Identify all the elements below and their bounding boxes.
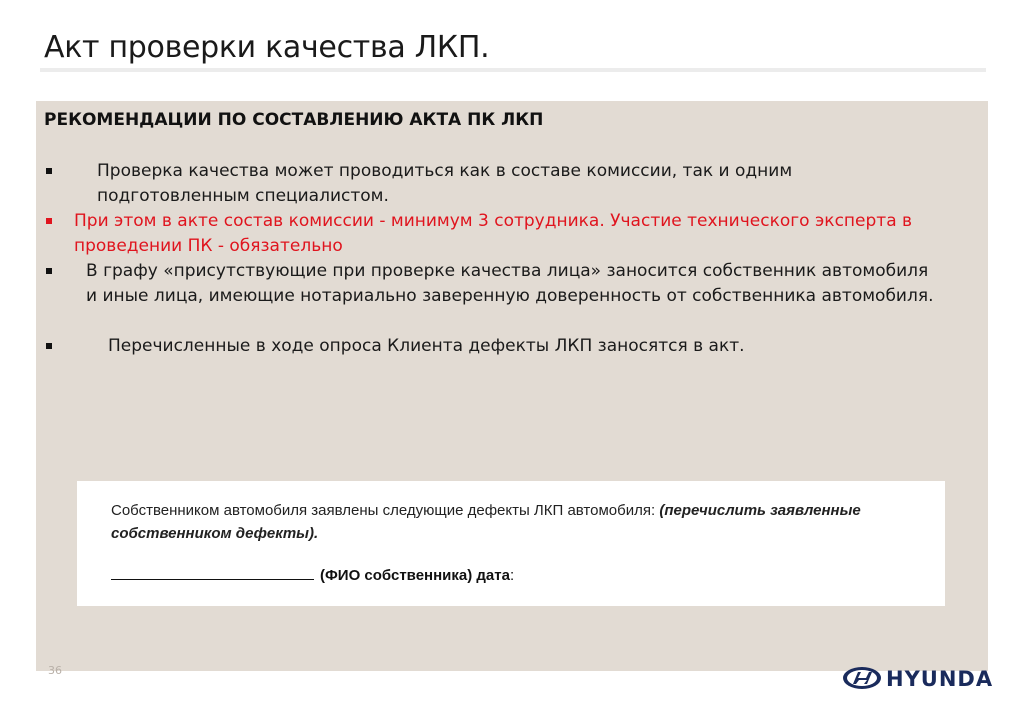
logo-wordmark: HYUNDAI (886, 667, 992, 691)
list-item (44, 209, 944, 259)
defects-statement-text: Собственником автомобиля заявлены следующие дефекты ЛКП автомобиля: (111, 502, 660, 519)
page-number: 36 (48, 664, 62, 677)
defects-statement (111, 499, 931, 545)
signature-blank-line (111, 567, 314, 580)
list-item-text: В графу «присутствующие при проверке качества лица» заносится собственник автомобиля и иные лица, имеющие нотариально заверенную доверенность от собственника автомобиля. (86, 261, 934, 306)
defects-instruction: (перечислить заявленные собственником дефекты). (111, 502, 861, 542)
list-item-text: Проверка качества может проводиться как в составе комиссии, так и одним подготовленным специалистом. (97, 161, 793, 206)
list-item (44, 334, 944, 359)
list-item-text: Перечисленные в ходе опроса Клиента дефекты ЛКП заносятся в акт. (108, 336, 745, 356)
signature-colon: : (509, 567, 515, 584)
bullet-square-icon (46, 343, 52, 349)
bullet-square-icon (46, 268, 52, 274)
hyundai-logo (842, 664, 992, 692)
panel-heading: РЕКОМЕНДАЦИИ ПО СОСТАВЛЕНИЮ АКТА ПК ЛКП (44, 110, 544, 130)
list-item (44, 259, 944, 309)
recommendations-list (44, 159, 944, 359)
slide-title: Акт проверки качества ЛКП. (44, 30, 490, 65)
list-item (44, 159, 944, 209)
title-divider (40, 68, 986, 72)
bullet-square-icon (46, 218, 52, 224)
list-item-text: При этом в акте состав комиссии - минимум 3 сотрудника. Участие технического эксперта в проведении ПК - обязательно (74, 211, 913, 256)
signature-row (111, 567, 514, 584)
bullet-square-icon (46, 168, 52, 174)
signature-label: (ФИО собственника) дата (320, 567, 510, 584)
sample-form-excerpt (77, 481, 945, 606)
